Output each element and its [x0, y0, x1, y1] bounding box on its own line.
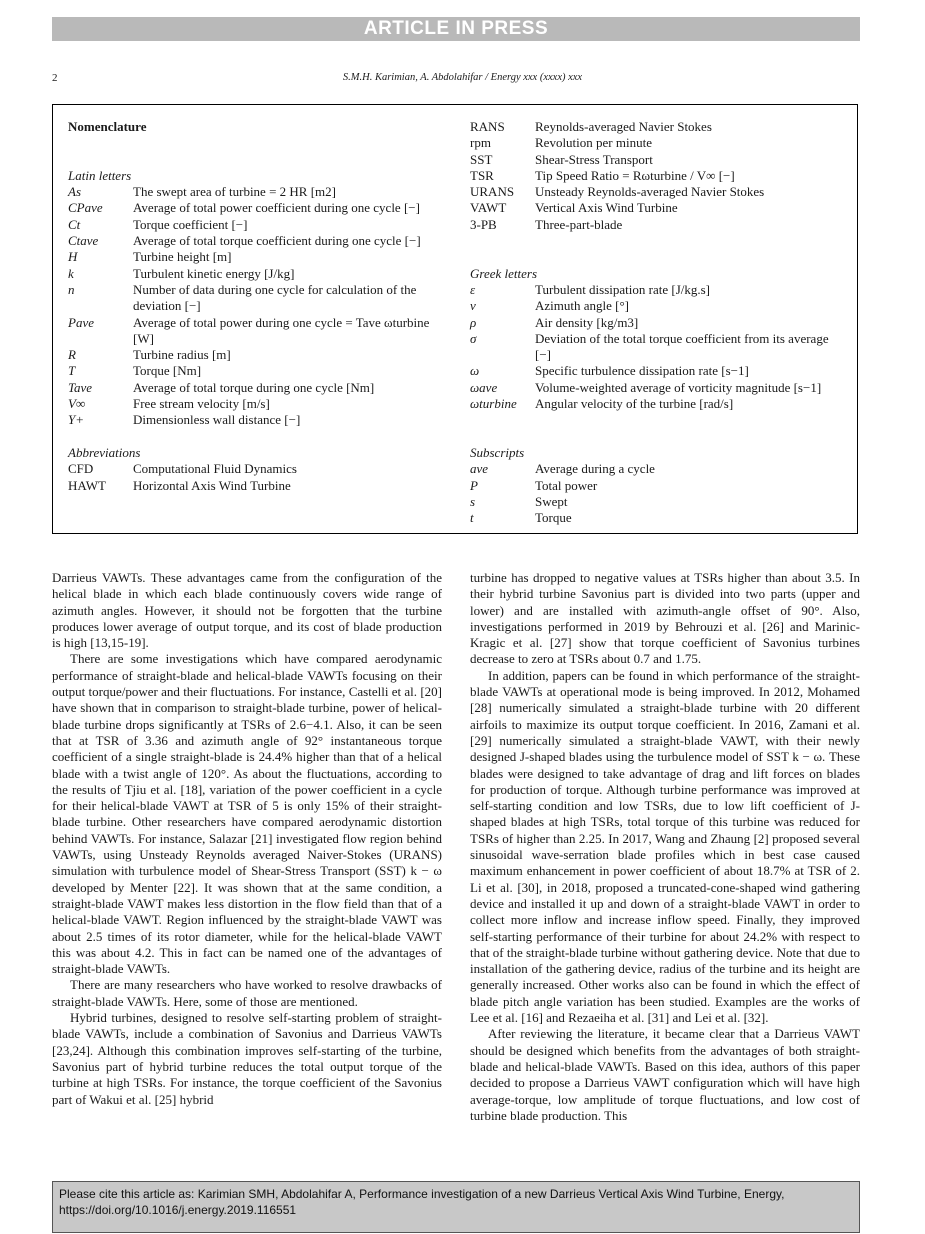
nomenclature-symbol: RANS — [470, 119, 505, 134]
nomenclature-entry — [68, 233, 448, 249]
nomenclature-entry — [68, 282, 448, 315]
body-paragraph: Hybrid turbines, designed to resolve self-starting problem of straight-blade VAWTs, include a combination of Savonius and Darrieus VAWTs [23,24]. Although this combination improves self-starting of the turbine, Savonius part of hybrid turbine reduces the total output torque of the turbine at high TSRs. For instance, the torque coefficient of the Savonius part of Wakui et al. [25] hybrid — [52, 1010, 442, 1107]
nomenclature-entry — [470, 380, 840, 396]
nomenclature-definition: Turbulent dissipation rate [J/kg.s] — [535, 281, 711, 297]
nomenclature-entry — [470, 315, 840, 331]
nomenclature-entry — [470, 396, 840, 412]
nomenclature-symbol: Pave — [68, 314, 94, 330]
nomenclature-symbol: CFD — [68, 461, 94, 477]
nomenclature-entry — [470, 168, 840, 184]
greek-letters-heading: Greek letters — [470, 265, 538, 281]
nomenclature-definition: Angular velocity of the turbine [rad/s] — [535, 396, 734, 412]
nomenclature-symbol: ωave — [470, 379, 498, 395]
body-paragraph: In addition, papers can be found in which performance of the straight-blade VAWTs at operational mode is being improved. In 2012, Mohamed [28] numerically simulated a straight-blade turbine with 20 different airfoils to maximize its output torque coefficient. In 2016, Zamani et al. [29] numerically simulated a straight-blade VAWT, with their newly designed J-shaped blades using the turbulence model of SST k − ω. These blades were designed to take advantage of drag and lift forces on blades for production of torque. Although turbine performance was improved at self-starting condition and low TSRs, due to low lift coefficient of J-shaped blades at high TSRs, total torque of this turbine was reduced for TSRs of higher than 2.25. In 2017, Wang and Zhaung [2] proposed several sinusoidal wave-serration blade profiles which in best case caused maximum enhancement in power coefficient of about 18.7% at TSR of 2. Li et al. [30], in 2018, proposed a truncated-cone-shaped wind gathering device and installed it up and down of a straight-blade VAWT in order to collect more inflow and increase inflow speed. Finally, they improved self-starting performance of their turbine for about 24.2% with respect to that of the straight-blade turbine without gathering device. Note that due to installation of the gathering device, radius of the turbine and its height are generally increased. Other works also can be found in which the effect of blade pitch angle variation has been studied. Examples are the works of Lee et al. [16] and Rezaeiha et al. [31] and Lei et al. [32]. — [470, 667, 860, 1026]
body-paragraph: There are many researchers who have worked to resolve drawbacks of straight-blade VAWTs. Here, some of those are mentioned. — [52, 977, 442, 1009]
running-header: S.M.H. Karimian, A. Abdolahifar / Energy xxx (xxxx) xxx — [342, 72, 583, 83]
nomenclature-symbol: σ — [470, 330, 477, 346]
nomenclature-entry — [68, 266, 448, 282]
citation-box: Please cite this article as: Karimian SMH, Abdolahifar A, Performance investigation of a new Darrieus Vertical Axis Wind Turbine, Energy, https://doi.org/10.1016/j.energy.2019.116551 — [52, 1181, 860, 1233]
nomenclature-right-column — [470, 119, 840, 526]
nomenclature-definition: Air density [kg/m3] — [535, 314, 639, 330]
nomenclature-entry — [68, 363, 448, 379]
abbreviations-heading: Abbreviations — [68, 444, 141, 460]
nomenclature-entry — [68, 478, 448, 494]
nomenclature-symbol: Ct — [68, 216, 81, 232]
nomenclature-entry — [470, 119, 840, 135]
nomenclature-symbol: t — [470, 510, 474, 526]
nomenclature-entry — [68, 347, 448, 363]
nomenclature-entry — [470, 363, 840, 379]
nomenclature-symbol: ν — [470, 298, 476, 314]
nomenclature-entry — [68, 217, 448, 233]
nomenclature-symbol: ω — [470, 363, 480, 379]
body-paragraph: There are some investigations which have compared aerodynamic performance of straight-blade and helical-blade VAWTs focusing on their output torque/power and their fluctuations. For instance, Castelli et al. [20] have shown that in comparison to straight-blade turbine, power of helical-blade turbine drops significantly at TSRs of 2.6−4.1. Also, it can be seen that at TSR of 3.36 and azimuth angle of 92° instantaneous torque coefficient of a single straight-blade is 24.4% higher than that of a helical blade with a twist angle of 120°. As about the fluctuations, according to the results of Tjiu et al. [18], variation of the power coefficient in a cycle for their helical-blade VAWT at TSR of 5 is only 15% of their straight-blade turbine. Other researchers have compared aerodynamic distortion behind VAWTs. For instance, Salazar [21] investigated flow region behind VAWTs, using Unsteady Reynolds averaged Naiver-Stokes (URANS) simulation with turbulence model of Shear-Stress Transport (SST) k − ω developed by Menter [22]. It was shown that at the same condition, a straight-blade VAWT makes less distortion in the flow field than that of a helical-blade VAWT. Region influenced by the straight-blade VAWT was about 2.5 times of its rotor diameter, while for the helical-blade VAWT this was about 4.2. This in fact can be named one of the advantages of straight-blade VAWTs. — [52, 651, 442, 977]
nomenclature-entry — [68, 184, 448, 200]
nomenclature-entry — [68, 249, 448, 265]
greek-letters-list — [470, 282, 840, 412]
nomenclature-definition: The swept area of turbine = 2 HR [m2] — [133, 184, 336, 200]
nomenclature-symbol: HAWT — [68, 477, 106, 493]
nomenclature-definition: Dimensionless wall distance [−] — [133, 412, 301, 428]
nomenclature-entry — [68, 200, 448, 216]
nomenclature-definition: Azimuth angle [°] — [535, 298, 630, 314]
article-in-press-banner: ARTICLE IN PRESS — [52, 17, 860, 41]
nomenclature-entry — [470, 478, 840, 494]
nomenclature-symbol: V∞ — [68, 396, 86, 412]
nomenclature-symbol: Y+ — [68, 412, 85, 428]
nomenclature-symbol: ave — [470, 461, 489, 477]
nomenclature-entry — [68, 461, 448, 477]
subscripts-heading: Subscripts — [470, 444, 525, 460]
nomenclature-definition: Volume-weighted average of vorticity magnitude [s−1] — [535, 379, 822, 395]
nomenclature-symbol: s — [470, 493, 476, 509]
nomenclature-symbol: P — [470, 477, 478, 493]
nomenclature-definition: Number of data during one cycle for calculation of the deviation [−] — [133, 281, 417, 314]
nomenclature-definition: Unsteady Reynolds-averaged Navier Stokes — [535, 184, 765, 200]
nomenclature-symbol: R — [68, 347, 76, 363]
nomenclature-definition: Average during a cycle — [535, 461, 655, 477]
nomenclature-definition: Shear-Stress Transport — [535, 151, 653, 167]
latin-letters-list — [68, 184, 448, 428]
nomenclature-symbol: T — [68, 363, 76, 379]
nomenclature-entry — [470, 217, 840, 233]
nomenclature-symbol: As — [68, 184, 81, 200]
nomenclature-definition: Free stream velocity [m/s] — [133, 396, 270, 412]
nomenclature-symbol: ρ — [470, 314, 477, 330]
nomenclature-entry — [470, 282, 840, 298]
nomenclature-symbol: ε — [470, 281, 476, 297]
nomenclature-symbol: Ctave — [68, 233, 99, 249]
latin-letters-heading: Latin letters — [68, 167, 132, 183]
nomenclature-definition: Average of total power coefficient during one cycle [−] — [133, 200, 420, 216]
nomenclature-definition: Average of total torque during one cycle [Nm] — [133, 379, 375, 395]
nomenclature-definition: Total power — [535, 477, 598, 493]
nomenclature-symbol: Tave — [68, 379, 93, 395]
body-paragraph: turbine has dropped to negative values at TSRs higher than about 3.5. In their hybrid turbine Savonius part is divided into two parts (upper and lower) and are installed with azimuth-angle offset of 90°. Also, investigations performed in 2019 by Behrouzi et al. [26] and Marinic-Kragic et al. [27] show that torque coefficient of Savonius turbines decrease to zero at TSRs about 0.7 and 1.75. — [470, 570, 860, 667]
nomenclature-entry — [470, 184, 840, 200]
nomenclature-definition: Torque — [535, 510, 572, 526]
nomenclature-entry — [470, 461, 840, 477]
body-paragraph: Darrieus VAWTs. These advantages came from the configuration of the helical blade in which each blade continuously covers wide range of azimuth angles. However, it should not be forgotten that the turbine produces lower average of output torque, and its cost of blade production is high [13,15-19]. — [52, 570, 442, 651]
nomenclature-entry — [68, 412, 448, 428]
nomenclature-definition: Vertical Axis Wind Turbine — [535, 200, 678, 216]
nomenclature-definition: Tip Speed Ratio = Rωturbine / V∞ [−] — [535, 167, 735, 183]
nomenclature-left-column — [68, 119, 448, 494]
nomenclature-definition: Specific turbulence dissipation rate [s−1] — [535, 363, 749, 379]
nomenclature-definition: Torque [Nm] — [133, 363, 202, 379]
nomenclature-entry — [470, 331, 840, 364]
nomenclature-symbol: k — [68, 265, 74, 281]
nomenclature-entry — [68, 396, 448, 412]
nomenclature-entry — [470, 152, 840, 168]
body-right-column — [470, 570, 860, 1124]
nomenclature-definition: Deviation of the total torque coefficient from its average [−] — [535, 330, 829, 363]
nomenclature-symbol: ωturbine — [470, 396, 517, 412]
nomenclature-definition: Horizontal Axis Wind Turbine — [133, 477, 291, 493]
nomenclature-definition: Torque coefficient [−] — [133, 216, 248, 232]
nomenclature-definition: Turbine height [m] — [133, 249, 232, 265]
nomenclature-entry — [470, 510, 840, 526]
nomenclature-definition: Turbine radius [m] — [133, 347, 231, 363]
body-left-column — [52, 570, 442, 1108]
nomenclature-definition: Reynolds-averaged Navier Stokes — [535, 119, 712, 134]
nomenclature-definition: Turbulent kinetic energy [J/kg] — [133, 265, 295, 281]
nomenclature-entry — [470, 494, 840, 510]
nomenclature-definition: Average of total power during one cycle = Tave ωturbine [W] — [133, 314, 430, 346]
body-paragraph: After reviewing the literature, it became clear that a Darrieus VAWT should be designed which benefits from the advantages of both straight-blade and helical-blade VAWTs. Based on this idea, authors of this paper decided to propose a Darrieus VAWT configuration which will have high average-torque, low amplitude of torque fluctuations, and low cost of turbine blade production. This — [470, 1026, 860, 1123]
nomenclature-definition: Swept — [535, 493, 568, 509]
subscripts-list — [470, 461, 840, 526]
abbreviations-list-continued — [470, 119, 840, 233]
nomenclature-entry — [470, 200, 840, 216]
nomenclature-definition: Three-part-blade — [535, 216, 623, 232]
nomenclature-definition: Revolution per minute — [535, 135, 652, 151]
nomenclature-symbol: rpm — [470, 135, 491, 151]
nomenclature-entry — [470, 298, 840, 314]
nomenclature-definition: Computational Fluid Dynamics — [133, 461, 297, 477]
page-number: 2 — [52, 72, 58, 84]
nomenclature-entry — [68, 380, 448, 396]
nomenclature-symbol: URANS — [470, 184, 515, 200]
nomenclature-symbol: n — [68, 281, 75, 297]
nomenclature-title: Nomenclature — [68, 119, 147, 134]
nomenclature-symbol: VAWT — [470, 200, 507, 216]
nomenclature-symbol: SST — [470, 151, 493, 167]
nomenclature-symbol: H — [68, 249, 78, 265]
nomenclature-definition: Average of total torque coefficient during one cycle [−] — [133, 233, 421, 249]
nomenclature-entry — [68, 315, 448, 348]
abbreviations-list — [68, 461, 448, 494]
nomenclature-symbol: 3-PB — [470, 216, 497, 232]
nomenclature-symbol: CPave — [68, 200, 103, 216]
nomenclature-entry — [470, 135, 840, 151]
nomenclature-symbol: TSR — [470, 167, 494, 183]
nomenclature-box — [52, 104, 858, 534]
